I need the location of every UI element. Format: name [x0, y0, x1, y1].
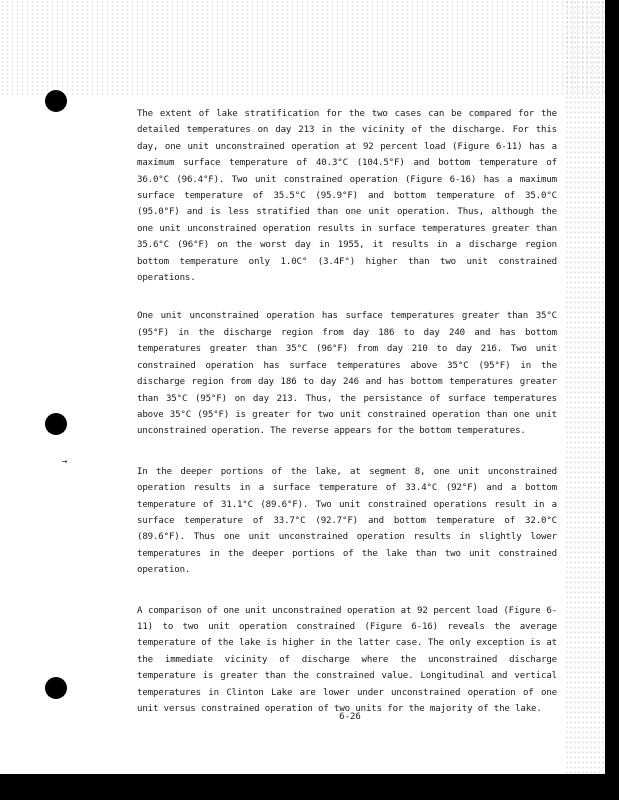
paragraph-comparison: A comparison of one unit unconstrained operation at 92 percent load (Figure 6-11) to two unit operation constrained (Figure 6-16) reveals the average temperature of the lake is higher in the latter case. The only exception is at the immediate vicinity of discharge where the unconstrained discharge temperature is greater than the constrained value. Longitudinal and vertical temperatures in Clinton Lake are lower under unconstrained operation of one unit versus constrained operation of two units for the majority of the lake.: [137, 605, 557, 714]
scan-border-right: [605, 0, 619, 800]
binder-hole-middle: [45, 413, 67, 435]
binder-hole-bottom: [45, 677, 67, 699]
paragraph-surface-temperatures: One unit unconstrained operation has surface temperatures greater than 35°C (95°F) in the discharge region from day 186 to day 240 and has bottom temperatures greater than 35°C (96°F) from day 210 to day 216. Two unit constrained operation has surface temperatures above 35°C (95°F) in the discharge region from day 186 to day 246 and has bottom temperatures greater than 35°C (95°F) on day 213. Thus, the persistance of surface temperatures above 35°C (95°F) is greater for two unit constrained operation than one unit unconstrained operation. The reverse appears for the bottom temperatures.: [137, 311, 557, 437]
scan-noise-top: [0, 0, 605, 95]
scan-noise-right: [565, 0, 605, 774]
margin-mark: →: [62, 457, 68, 467]
scan-border-bottom: [0, 774, 619, 800]
page-number: 6-26: [339, 712, 361, 722]
paragraph-deeper-portions: In the deeper portions of the lake, at segment 8, one unit unconstrained operation results in a surface temperature of 33.4°C (92°F) and a bottom temperature of 31.1°C (89.6°F). Two unit constrained operations result in a surface temperature of 33.7°C (92.7°F) and bottom temperature of 32.0°C (89.6°F). Thus one unit unconstrained operation results in slightly lower temperatures in the deeper portions of the lake than two unit constrained operation.: [137, 466, 557, 576]
document-body: [137, 106, 557, 741]
binder-hole-top: [45, 90, 67, 112]
paragraph-stratification: The extent of lake stratification for the two cases can be compared for the detailed temperatures on day 213 in the vicinity of the discharge. For this day, one unit unconstrained operation at 92 percent load (Figure 6-11) has a maximum surface temperature of 40.3°C (104.5°F) and bottom temperature of 36.0°C (96.4°F). Two unit constrained operation (Figure 6-16) has a maximum surface temperature of 35.5°C (95.9°F) and bottom temperature of 35.0°C (95.0°F) and is less stratified than one unit operation. Thus, although the one unit unconstrained operation results in surface temperatures greater than 35.6°C (96°F) on the worst day in 1955, it results in a discharge region bottom temperature only 1.0C° (3.4F°) higher than two unit constrained operations.: [137, 109, 557, 284]
